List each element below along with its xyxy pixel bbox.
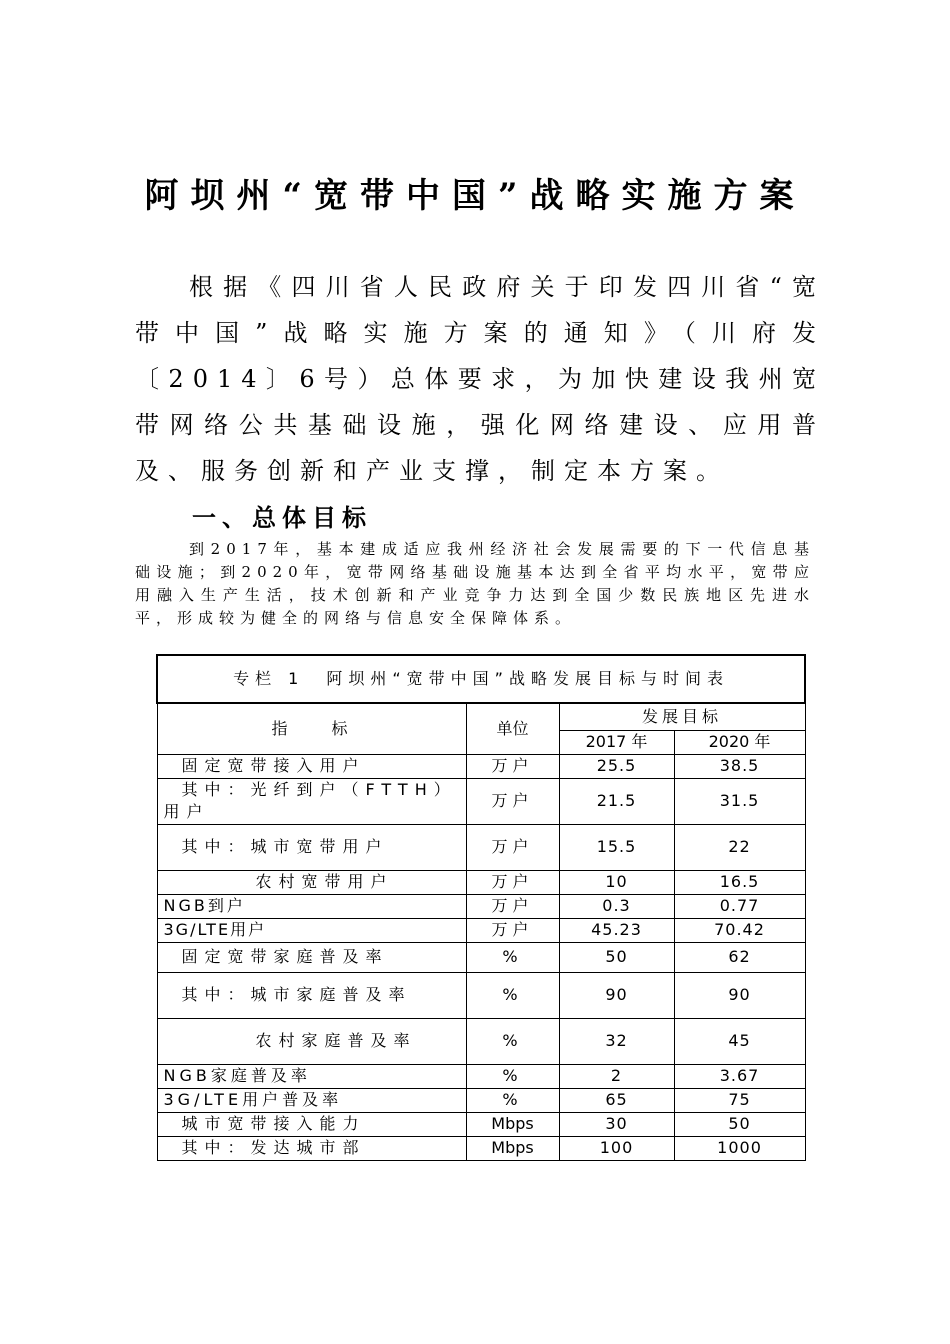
row-value-2020: 1000: [674, 1136, 805, 1160]
row-unit: 万户: [466, 754, 559, 778]
table-caption-row: [157, 655, 805, 703]
row-value-2017: 90: [559, 972, 674, 1018]
table-row: [157, 1064, 805, 1088]
row-label: 固定宽带家庭普及率: [157, 942, 466, 972]
row-value-2017: 32: [559, 1018, 674, 1064]
row-value-2020: 62: [674, 942, 805, 972]
row-label: 其中：城市宽带用户: [157, 824, 466, 870]
row-value-2017: 100: [559, 1136, 674, 1160]
row-value-2017: 0.3: [559, 894, 674, 918]
row-unit: 万户: [466, 894, 559, 918]
section-paragraph: [135, 538, 815, 630]
table-row: [157, 1136, 805, 1160]
row-label: 农村宽带用户: [157, 870, 466, 894]
row-value-2020: 16.5: [674, 870, 805, 894]
header-2017: 2017 年: [559, 730, 674, 754]
row-label: 其中：发达城市部: [157, 1136, 466, 1160]
row-value-2020: 45: [674, 1018, 805, 1064]
header-indicator: 指 标: [157, 703, 466, 754]
row-value-2017: 65: [559, 1088, 674, 1112]
row-unit: 万户: [466, 918, 559, 942]
row-value-2020: 90: [674, 972, 805, 1018]
row-value-2020: 22: [674, 824, 805, 870]
row-value-2017: 50: [559, 942, 674, 972]
row-value-2020: 31.5: [674, 778, 805, 824]
row-value-2017: 10: [559, 870, 674, 894]
table-row: [157, 1112, 805, 1136]
table-row: [157, 942, 805, 972]
row-label: 农村家庭普及率: [157, 1018, 466, 1064]
row-unit: 万户: [466, 778, 559, 824]
row-label: 城市宽带接入能力: [157, 1112, 466, 1136]
row-label: 3G/LTE用户普及率: [157, 1088, 466, 1112]
row-unit: 万户: [466, 824, 559, 870]
row-unit: %: [466, 972, 559, 1018]
row-value-2020: 3.67: [674, 1064, 805, 1088]
row-label: NGB家庭普及率: [157, 1064, 466, 1088]
table-row: [157, 870, 805, 894]
table-row: [157, 972, 805, 1018]
table-row: [157, 918, 805, 942]
row-unit: %: [466, 942, 559, 972]
row-unit: Mbps: [466, 1112, 559, 1136]
table-row: [157, 754, 805, 778]
row-label: 其中：城市家庭普及率: [157, 972, 466, 1018]
header-target: 发展目标: [559, 703, 805, 730]
table-row: [157, 778, 805, 824]
section-paragraph-last-line: 平，形成较为健全的网络与信息安全保障体系。: [135, 609, 577, 627]
row-unit: %: [466, 1064, 559, 1088]
row-unit: 万户: [466, 870, 559, 894]
document-title: 阿坝州“宽带中国”战略实施方案: [144, 176, 806, 216]
row-label: 固定宽带接入用户: [157, 754, 466, 778]
row-value-2017: 15.5: [559, 824, 674, 870]
table-row: [157, 1088, 805, 1112]
row-unit: %: [466, 1018, 559, 1064]
row-value-2017: 2: [559, 1064, 674, 1088]
section-heading: 一、总体目标: [192, 504, 372, 532]
row-value-2020: 0.77: [674, 894, 805, 918]
row-value-2020: 50: [674, 1112, 805, 1136]
table-row: [157, 894, 805, 918]
row-value-2017: 25.5: [559, 754, 674, 778]
table-caption: 专栏 1 阿坝州“宽带中国”战略发展目标与时间表: [157, 655, 805, 703]
row-unit: Mbps: [466, 1136, 559, 1160]
row-value-2020: 70.42: [674, 918, 805, 942]
row-value-2017: 45.23: [559, 918, 674, 942]
goals-table: [156, 654, 806, 1161]
row-label: NGB到户: [157, 894, 466, 918]
table-row: [157, 1018, 805, 1064]
table-header-row: [157, 703, 805, 730]
intro-paragraph: 根据《四川省人民政府关于印发四川省“宽带中国”战略实施方案的通知》（川府发〔2014〕6号）总体要求，为加快建设我州宽带网络公共基础设施，强化网络建设、应用普及、服务创新和产业支撑，制定本方案。: [135, 273, 825, 485]
row-value-2017: 30: [559, 1112, 674, 1136]
row-value-2020: 38.5: [674, 754, 805, 778]
section-paragraph-main: 到2017年，基本建成适应我州经济社会发展需要的下一代信息基础设施；到2020年，宽带网络基础设施基本达到全省平均水平，宽带应用融入生产生活，技术创新和产业竞争力达到全国少数民族地区先进水: [135, 540, 815, 604]
header-unit: 单位: [466, 703, 559, 754]
table-row: [157, 824, 805, 870]
row-label: 3G/LTE用户: [157, 918, 466, 942]
row-unit: %: [466, 1088, 559, 1112]
row-value-2017: 21.5: [559, 778, 674, 824]
header-2020: 2020 年: [674, 730, 805, 754]
row-value-2020: 75: [674, 1088, 805, 1112]
row-label: 其中：光纤到户（FTTH）用户: [157, 778, 466, 824]
